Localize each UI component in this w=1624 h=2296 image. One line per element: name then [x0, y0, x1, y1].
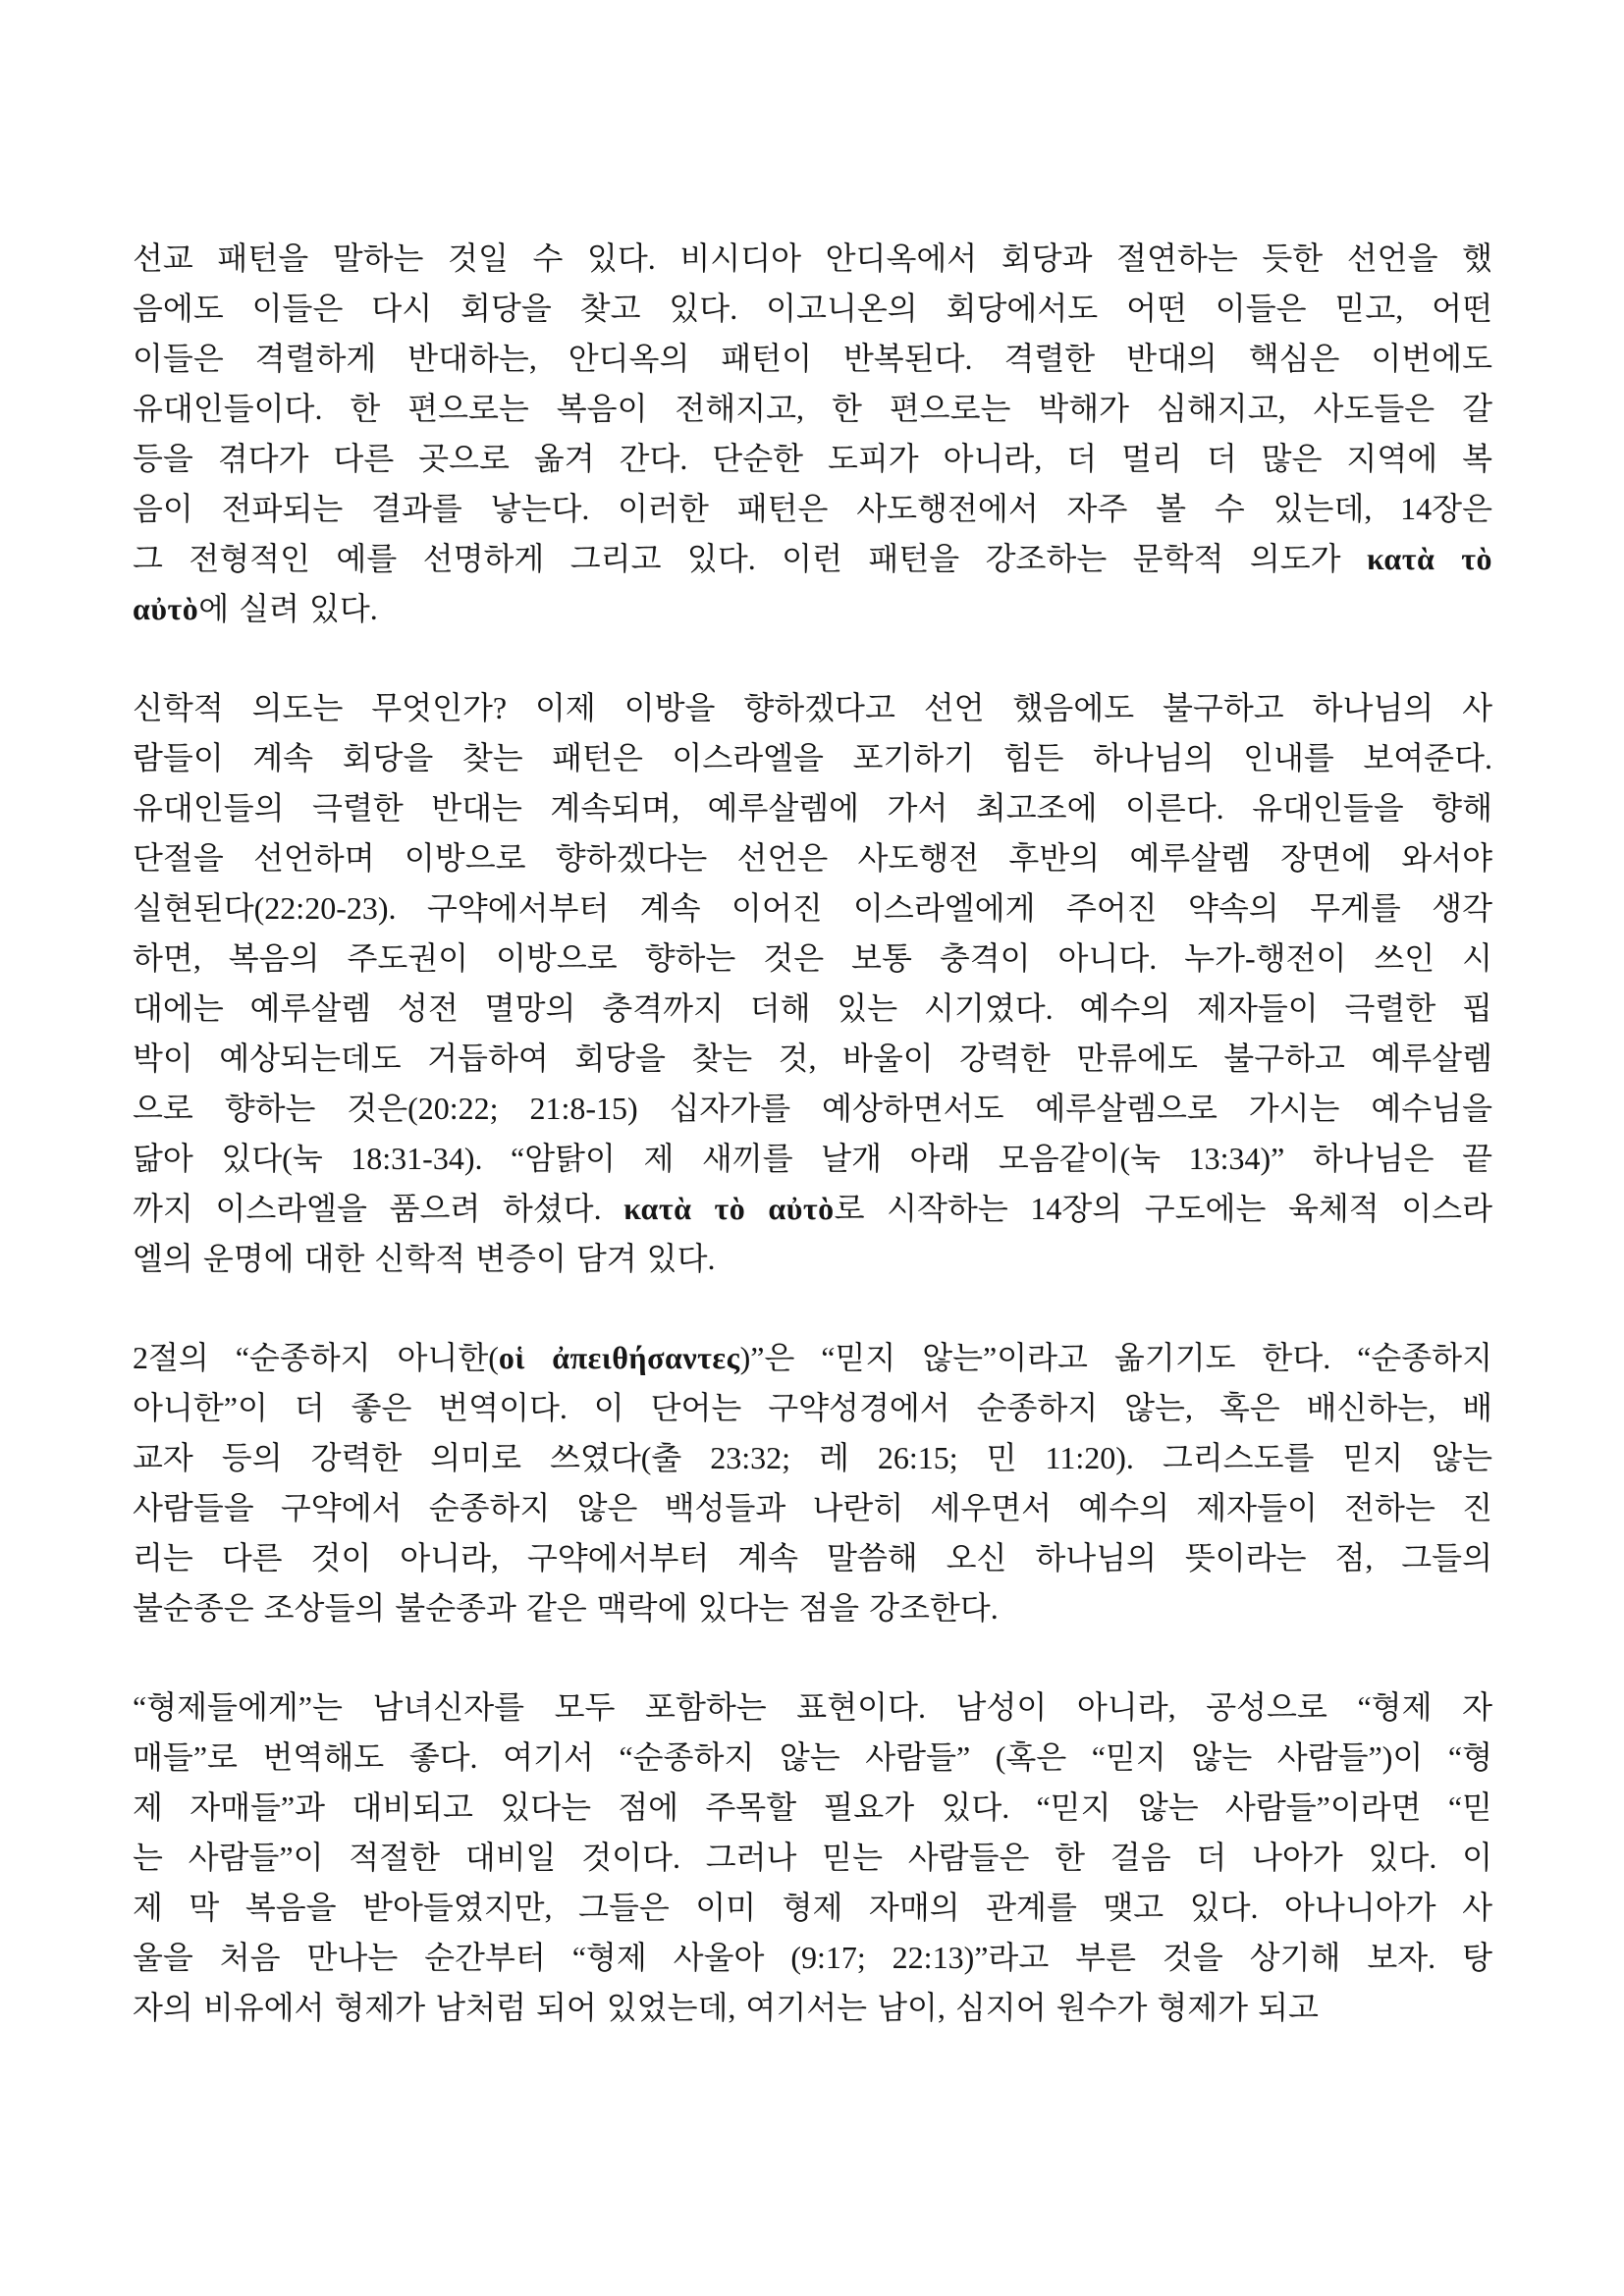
text-segment: 신학적 의도는 무엇인가? 이제 이방을 향하겠다고 선언 했음에도 불구하고 하나님의 사 [133, 690, 1492, 725]
text-segment: 선교 패턴을 말하는 것일 수 있다. 비시디아 안디옥에서 회당과 절연하는 듯한 선언을 했 [133, 240, 1492, 276]
greek-phrase: αὐτὸ [133, 591, 199, 626]
text-line [133, 683, 1492, 733]
text-line [133, 1733, 1492, 1783]
text-line [133, 833, 1492, 883]
text-line [133, 334, 1492, 384]
text-segment: “형제들에게”는 남녀신자를 모두 포함하는 표현이다. 남성이 아니라, 공성으로 “형제 자 [133, 1689, 1492, 1725]
paragraph [133, 683, 1492, 1284]
text-segment: 로 시작하는 14장의 구도에는 육체적 이스라 [834, 1191, 1492, 1226]
text-segment: 닮아 있다(눅 18:31-34). “암탉이 제 새끼를 날개 아래 모음같이(눅 13:34)” 하나님은 끝 [133, 1141, 1492, 1176]
text-segment: 리는 다른 것이 아니라, 구약에서부터 계속 말씀해 오신 하나님의 뜻이라는 점, 그들의 [133, 1540, 1492, 1575]
text-segment: 박이 예상되는데도 거듭하여 회당을 찾는 것, 바울이 강력한 만류에도 불구하고 예루살렘 [133, 1041, 1492, 1076]
text-line [133, 984, 1492, 1034]
text-line [133, 1783, 1492, 1833]
text-segment: 람들이 계속 회당을 찾는 패턴은 이스라엘을 포기하기 힘든 하나님의 인내를 보여준다. [133, 740, 1492, 775]
text-segment: 단절을 선언하며 이방으로 향하겠다는 선언은 사도행전 후반의 예루살렘 장면에 와서야 [133, 840, 1492, 876]
text-line [133, 1833, 1492, 1883]
text-segment: 유대인들이다. 한 편으로는 복음이 전해지고, 한 편으로는 박해가 심해지고, 사도들은 갈 [133, 391, 1492, 426]
text-segment: 그 전형적인 예를 선명하게 그리고 있다. 이런 패턴을 강조하는 문학적 의도가 [133, 541, 1368, 576]
text-line [133, 1682, 1492, 1733]
text-segment: 제 자매들”과 대비되고 있다는 점에 주목할 필요가 있다. “믿지 않는 사람들”이라면 “믿 [133, 1789, 1492, 1825]
greek-phrase: οἱ ἀπειθήσαντες [498, 1340, 740, 1375]
paragraph [133, 1682, 1492, 2033]
text-segment: 아니한”이 더 좋은 번역이다. 이 단어는 구약성경에서 순종하지 않는, 혹은 배신하는, 배 [133, 1390, 1492, 1425]
paragraph [133, 234, 1492, 634]
text-segment: )”은 “믿지 않는”이라고 옮기기도 한다. “순종하지 [739, 1340, 1492, 1375]
text-segment: 2절의 “순종하지 아니한( [133, 1340, 499, 1375]
text-line [133, 1983, 1492, 2033]
text-segment: 음에도 이들은 다시 회당을 찾고 있다. 이고니온의 회당에서도 어떤 이들은 믿고, 어떤 [133, 291, 1492, 326]
text-segment: 불순종은 조상들의 불순종과 같은 맥락에 있다는 점을 강조한다. [133, 1590, 999, 1626]
text-segment: 교자 등의 강력한 의미로 쓰였다(출 23:32; 레 26:15; 민 11:20). 그리스도를 믿지 않는 [133, 1440, 1492, 1475]
text-segment: 하면, 복음의 주도권이 이방으로 향하는 것은 보통 충격이 아니다. 누가-행전이 쓰인 시 [133, 940, 1492, 976]
text-segment: 엘의 운명에 대한 신학적 변증이 담겨 있다. [133, 1241, 716, 1276]
text-segment: 자의 비유에서 형제가 남처럼 되어 있었는데, 여기서는 남이, 심지어 원수가 형제가 되고 [133, 1990, 1319, 2025]
text-line [133, 1084, 1492, 1134]
text-segment: 제 막 복음을 받아들였지만, 그들은 이미 형제 자매의 관계를 맺고 있다. 아나니아가 사 [133, 1890, 1492, 1925]
text-line [133, 1234, 1492, 1284]
text-line [133, 384, 1492, 434]
greek-phrase: κατὰ τὸ αὐτὸ [623, 1191, 835, 1226]
text-segment: 이들은 격렬하게 반대하는, 안디옥의 패턴이 반복된다. 격렬한 반대의 핵심은 이번에도 [133, 341, 1492, 376]
text-segment: 울을 처음 만나는 순간부터 “형제 사울아 (9:17; 22:13)”라고 부른 것을 상기해 보자. 탕 [133, 1940, 1492, 1975]
text-segment: 에 실려 있다. [198, 591, 378, 626]
text-line [133, 783, 1492, 833]
text-line [133, 1583, 1492, 1633]
text-line [133, 1533, 1492, 1583]
text-segment: 까지 이스라엘을 품으려 하셨다. [133, 1191, 624, 1226]
text-line [133, 1883, 1492, 1933]
text-line [133, 434, 1492, 484]
text-line [133, 484, 1492, 534]
text-line [133, 1383, 1492, 1433]
text-segment: 으로 향하는 것은(20:22; 21:8-15) 십자가를 예상하면서도 예루살렘으로 가시는 예수님을 [133, 1091, 1492, 1126]
text-line [133, 733, 1492, 783]
text-line [133, 234, 1492, 284]
text-line [133, 284, 1492, 334]
text-line [133, 1034, 1492, 1084]
text-line [133, 1184, 1492, 1234]
text-line [133, 534, 1492, 584]
text-segment: 실현된다(22:20-23). 구약에서부터 계속 이어진 이스라엘에게 주어진 약속의 무게를 생각 [133, 890, 1492, 926]
text-segment: 대에는 예루살렘 성전 멸망의 충격까지 더해 있는 시기였다. 예수의 제자들이 극렬한 핍 [133, 990, 1492, 1026]
text-line [133, 1433, 1492, 1483]
text-segment: 는 사람들”이 적절한 대비일 것이다. 그러나 믿는 사람들은 한 걸음 더 나아가 있다. 이 [133, 1840, 1492, 1875]
text-segment: 유대인들의 극렬한 반대는 계속되며, 예루살렘에 가서 최고조에 이른다. 유대인들을 향해 [133, 790, 1492, 826]
text-line [133, 1134, 1492, 1184]
text-line [133, 584, 1492, 634]
text-line [133, 1333, 1492, 1383]
text-segment: 등을 겪다가 다른 곳으로 옮겨 간다. 단순한 도피가 아니라, 더 멀리 더 많은 지역에 복 [133, 441, 1492, 476]
greek-phrase: κατὰ τὸ [1367, 541, 1492, 576]
text-segment: 매들”로 번역해도 좋다. 여기서 “순종하지 않는 사람들” (혹은 “믿지 않는 사람들”)이 “형 [133, 1739, 1492, 1775]
document-body [133, 234, 1492, 2033]
text-line [133, 1483, 1492, 1533]
text-line [133, 1933, 1492, 1983]
text-segment: 사람들을 구약에서 순종하지 않은 백성들과 나란히 세우면서 예수의 제자들이 전하는 진 [133, 1490, 1492, 1525]
text-segment: 음이 전파되는 결과를 낳는다. 이러한 패턴은 사도행전에서 자주 볼 수 있는데, 14장은 [133, 491, 1492, 526]
text-line [133, 883, 1492, 934]
paragraph [133, 1333, 1492, 1633]
text-line [133, 934, 1492, 984]
